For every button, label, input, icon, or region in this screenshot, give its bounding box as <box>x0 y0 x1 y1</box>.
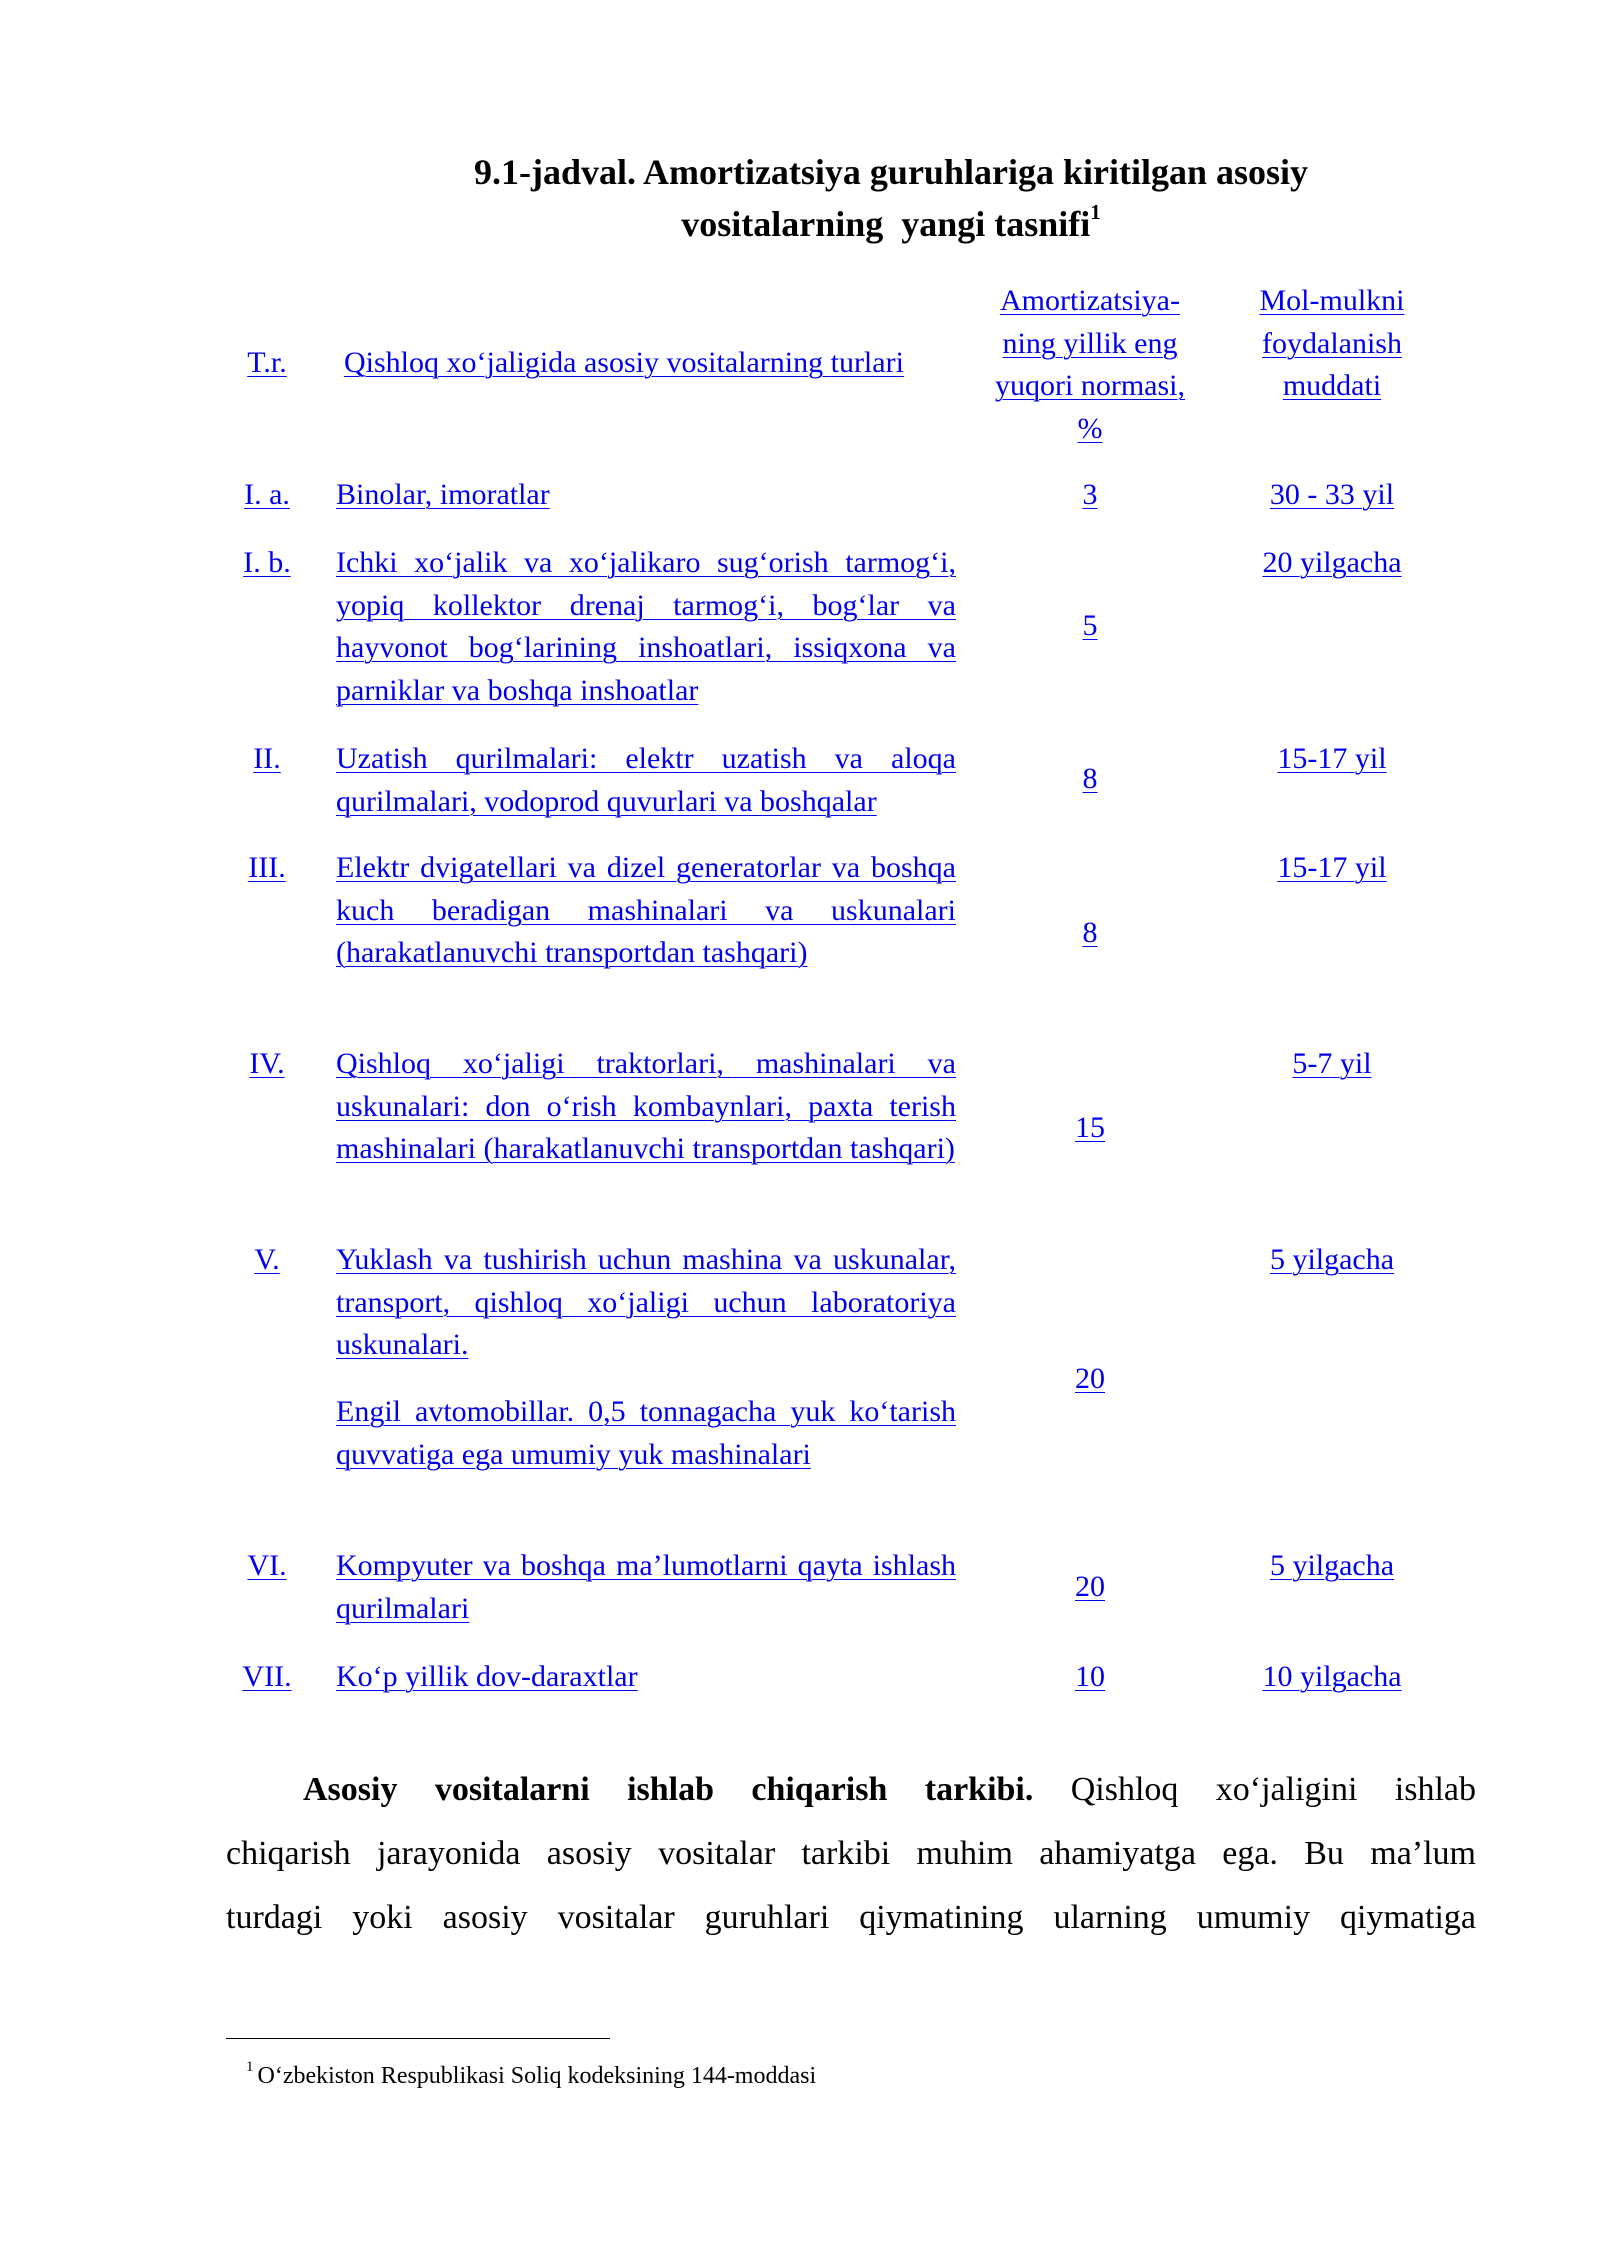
row-desc[interactable]: Ichki xo‘jalik va xo‘jalikaro sug‘orish tarmog‘i, yopiq kollektor drenaj tarmog‘i, bog‘lar va hayvonot bog‘larining inshoatlari, issiqxona va parniklar va boshqa inshoatlar <box>336 546 956 707</box>
title-footnote-mark: 1 <box>1090 200 1101 224</box>
table-title-line-2 <box>0 194 1600 246</box>
row-term[interactable]: 15-17 yil <box>1277 851 1387 884</box>
row-rate[interactable]: 8 <box>1082 762 1098 795</box>
row-num[interactable]: I. a. <box>244 478 290 511</box>
row-desc[interactable]: Elektr dvigatellari va dizel generatorlar va boshqa kuch beradigan mashinalari va uskunalari (harakatlanuvchi transportdan tashqari) <box>336 851 956 969</box>
table-title-line-2-text: vositalarning yangi tasnifi <box>681 204 1091 244</box>
row-desc[interactable]: Binolar, imoratlar <box>336 478 550 511</box>
row-rate[interactable]: 8 <box>1082 916 1098 949</box>
row-desc[interactable]: Ko‘p yillik dov-daraxtlar <box>336 1660 638 1693</box>
row-desc[interactable]: Qishloq xo‘jaligi traktorlari, mashinalari va uskunalari: don o‘rish kombaynlari, paxta terish mashinalari (harakatlanuvchi transportdan tashqari) <box>336 1047 956 1165</box>
row-num[interactable]: II. <box>253 742 281 775</box>
row-rate[interactable]: 15 <box>1075 1111 1105 1144</box>
row-term[interactable]: 15-17 yil <box>1277 742 1387 775</box>
paragraph-line-1 <box>226 1758 1476 1822</box>
row-num[interactable]: I. b. <box>243 546 291 579</box>
row-rate[interactable]: 5 <box>1082 609 1098 642</box>
row-term[interactable]: 5 yilgacha <box>1269 1549 1395 1582</box>
footnote-text: O‘zbekiston Respublikasi Soliq kodeksining 144-moddasi <box>257 2063 817 2089</box>
row-term[interactable]: 10 yilgacha <box>1262 1660 1402 1693</box>
row-num[interactable]: III. <box>248 851 286 884</box>
footnote-mark: 1 <box>246 2059 254 2075</box>
row-rate[interactable]: 3 <box>1082 478 1098 511</box>
footnote <box>246 2055 816 2091</box>
row-num[interactable]: IV. <box>249 1047 285 1080</box>
paragraph-line-3: turdagi yoki asosiy vositalar guruhlari qiymatining ularning umumiy qiymatiga <box>226 1899 1476 1936</box>
row-num[interactable]: V. <box>254 1243 280 1276</box>
header-rate[interactable]: Amortizatsiya-ning yillik eng yuqori normasi, % <box>995 284 1185 445</box>
row-rate[interactable]: 20 <box>1075 1570 1105 1603</box>
header-desc[interactable]: Qishloq xo‘jaligida asosiy vositalarning turlari <box>344 346 904 379</box>
table-title <box>0 150 1600 246</box>
row-term[interactable]: 30 - 33 yil <box>1269 478 1395 511</box>
paragraph-lead: Asosiy vositalarni ishlab chiqarish tarkibi. <box>303 1771 1034 1808</box>
header-term[interactable]: Mol-mulkni foydalanish muddati <box>1259 284 1405 402</box>
footnote-separator <box>226 2038 610 2039</box>
row-num[interactable]: VI. <box>247 1549 287 1582</box>
body-paragraph <box>226 1758 1476 1950</box>
header-num[interactable]: T.r. <box>247 346 287 379</box>
paragraph-line-2: chiqarish jarayonida asosiy vositalar tarkibi muhim ahamiyatga ega. Bu ma’lum <box>226 1835 1476 1872</box>
row-term[interactable]: 5-7 yil <box>1292 1047 1372 1080</box>
row-desc-secondary[interactable]: Engil avtomobillar. 0,5 tonnagacha yuk ko‘tarish quvvatiga ega umumiy yuk mashinalari <box>336 1395 956 1471</box>
row-term[interactable]: 5 yilgacha <box>1269 1243 1395 1276</box>
row-desc[interactable]: Yuklash va tushirish uchun mashina va uskunalar, transport, qishloq xo‘jaligi uchun laboratoriya uskunalari. <box>336 1243 956 1361</box>
row-num[interactable]: VII. <box>242 1660 292 1693</box>
paragraph-line-1-rest: Qishloq xo‘jaligini ishlab <box>1033 1771 1476 1808</box>
row-desc[interactable]: Kompyuter va boshqa ma’lumotlarni qayta ishlash qurilmalari <box>336 1549 956 1625</box>
row-desc[interactable]: Uzatish qurilmalari: elektr uzatish va aloqa qurilmalari, vodoprod quvurlari va boshqalar <box>336 742 956 818</box>
table-title-line-1: 9.1-jadval. Amortizatsiya guruhlariga kiritilgan asosiy <box>473 152 1308 192</box>
row-rate[interactable]: 10 <box>1075 1660 1105 1693</box>
row-term[interactable]: 20 yilgacha <box>1262 546 1402 579</box>
row-rate[interactable]: 20 <box>1075 1362 1105 1395</box>
